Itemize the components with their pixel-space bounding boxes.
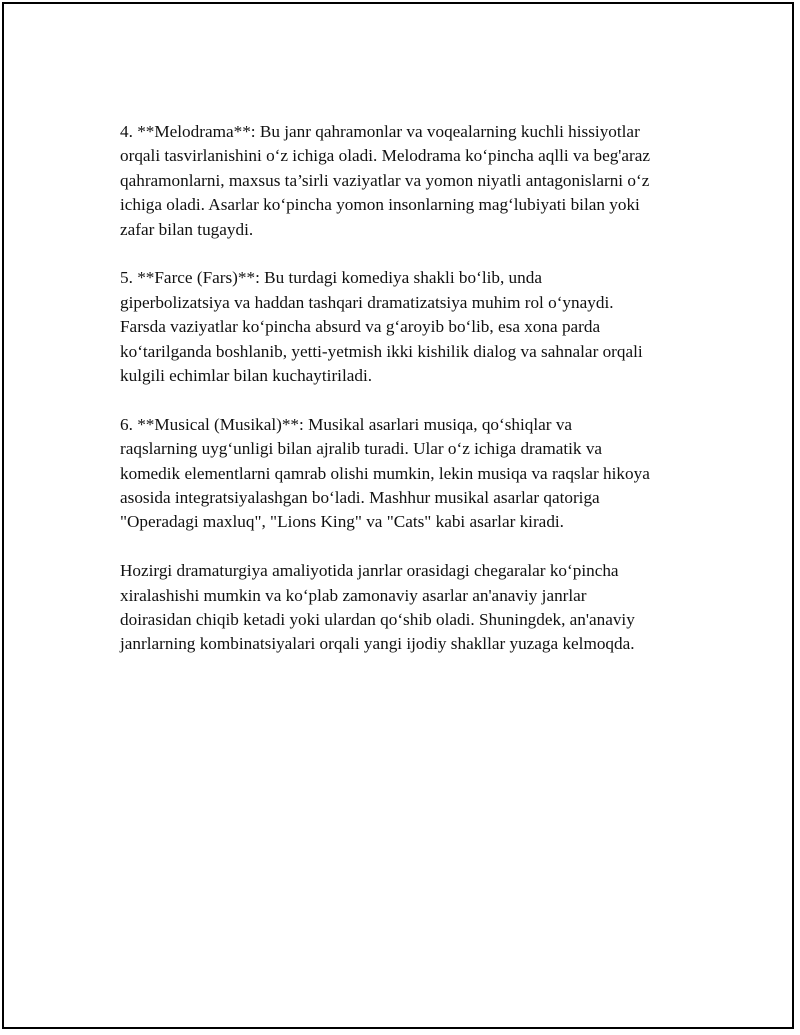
text-line: raqslarning uyg‘unligi bilan ajralib turadi. Ular o‘z ichiga dramatik va — [120, 439, 603, 459]
text-line: kulgili echimlar bilan kuchaytiriladi. — [120, 366, 373, 386]
document-page — [2, 2, 794, 1029]
text-line: Farsda vaziyatlar ko‘pincha absurd va g‘aroyib bo‘lib, esa xona parda — [120, 317, 601, 337]
text-line: 6. **Musical (Musikal)**: Musikal asarlari musiqa, qo‘shiqlar va — [120, 414, 573, 434]
text-line: 4. **Melodrama**: Bu janr qahramonlar va voqealarning kuchli hissiyotlar — [120, 122, 640, 141]
text-line: doirasidan chiqib ketadi yoki ulardan qo‘shib oladi. Shuningdek, an'anaviy — [120, 610, 635, 630]
text-line: ko‘tarilganda boshlanib, yetti-yetmish ikki kishilik dialog va sahnalar orqali — [120, 341, 643, 361]
text-line: komedik elementlarni qamrab olishi mumkin, lekin musiqa va raqslar hikoya — [120, 463, 650, 483]
text-line: xiralashishi mumkin va ko‘plab zamonaviy asarlar an'anaviy janrlar — [120, 585, 587, 605]
text-line: "Operadagi maxluq", "Lions King" va "Cats" kabi asarlar kiradi. — [120, 512, 564, 532]
text-line: giperbolizatsiya va haddan tashqari dramatizatsiya muhim rol o‘ynaydi. — [120, 292, 614, 312]
text-line: asosida integratsiyalashgan bo‘ladi. Mashhur musikal asarlar qatoriga — [120, 488, 600, 508]
paragraph-melodrama — [120, 120, 710, 242]
text-line: janrlarning kombinatsiyalari orqali yangi ijodiy shakllar yuzaga kelmoqda. — [120, 634, 635, 654]
text-line: qahramonlarni, maxsus ta’sirli vaziyatlar va yomon niyatli antagonislarni o‘z — [120, 170, 650, 190]
document-body — [120, 120, 710, 681]
text-line: orqali tasvirlanishini o‘z ichiga oladi. Melodrama ko‘pincha aqlli va beg'araz — [120, 146, 650, 166]
paragraph-farce — [120, 266, 710, 388]
text-line: Hozirgi dramaturgiya amaliyotida janrlar orasidagi chegaralar ko‘pincha — [120, 561, 619, 581]
paragraph-conclusion — [120, 559, 710, 657]
paragraph-musical — [120, 413, 710, 535]
text-line: 5. **Farce (Fars)**: Bu turdagi komediya shakli bo‘lib, unda — [120, 268, 542, 288]
text-line: ichiga oladi. Asarlar ko‘pincha yomon insonlarning mag‘lubiyati bilan yoki — [120, 195, 640, 215]
text-line: zafar bilan tugaydi. — [120, 219, 254, 239]
